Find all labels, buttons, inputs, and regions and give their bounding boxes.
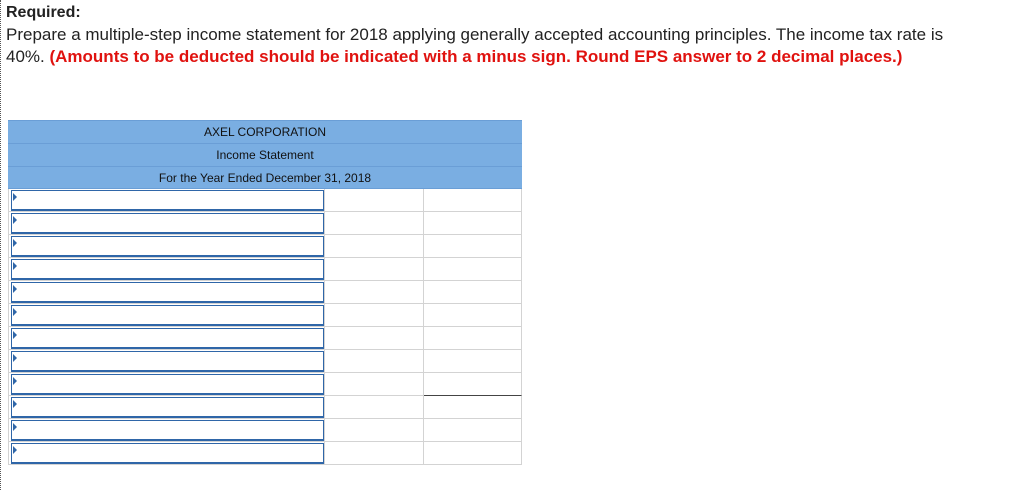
table-row	[8, 258, 522, 281]
line-item-label-input[interactable]	[11, 443, 324, 464]
line-item-label-input[interactable]	[11, 328, 324, 349]
table-row	[8, 442, 522, 465]
instructions-plain: Prepare a multiple-step income statement for 2018 applying generally accepted accounting principles. The income tax rate is 40%.	[6, 25, 944, 66]
dropdown-arrow-icon	[13, 239, 17, 247]
line-item-label-input[interactable]	[11, 236, 324, 257]
table-row	[8, 189, 522, 212]
table-row	[8, 281, 522, 304]
dropdown-arrow-icon	[13, 193, 17, 201]
line-item-label-input[interactable]	[11, 374, 324, 395]
dropdown-arrow-icon	[13, 262, 17, 270]
table-row	[8, 327, 522, 350]
table-row	[8, 373, 522, 396]
dropdown-arrow-icon	[13, 446, 17, 454]
line-item-label-input[interactable]	[11, 213, 324, 234]
instructions-text	[6, 24, 986, 68]
table-row	[8, 304, 522, 327]
statement-period: For the Year Ended December 31, 2018	[8, 166, 522, 189]
dropdown-arrow-icon	[13, 423, 17, 431]
statement-title: Income Statement	[8, 143, 522, 166]
dropdown-arrow-icon	[13, 354, 17, 362]
instructions-emphasis: (Amounts to be deducted should be indicated with a minus sign. Round EPS answer to 2 decimal places.)	[49, 47, 903, 66]
table-row	[8, 396, 522, 419]
line-item-label-input[interactable]	[11, 420, 324, 441]
line-item-label-input[interactable]	[11, 351, 324, 372]
line-item-label-input[interactable]	[11, 259, 324, 280]
line-item-label-input[interactable]	[11, 190, 324, 211]
table-row	[8, 235, 522, 258]
dropdown-arrow-icon	[13, 216, 17, 224]
dropdown-arrow-icon	[13, 377, 17, 385]
income-statement-table	[8, 120, 522, 490]
statement-grid	[8, 189, 522, 465]
table-row	[8, 419, 522, 442]
company-name: AXEL CORPORATION	[8, 120, 522, 143]
dropdown-arrow-icon	[13, 308, 17, 316]
table-row	[8, 350, 522, 373]
table-row	[8, 212, 522, 235]
dropdown-arrow-icon	[13, 285, 17, 293]
dropdown-arrow-icon	[13, 331, 17, 339]
required-heading: Required:	[6, 4, 81, 21]
line-item-label-input[interactable]	[11, 397, 324, 418]
left-dotted-border	[0, 0, 1, 490]
dropdown-arrow-icon	[13, 400, 17, 408]
line-item-label-input[interactable]	[11, 305, 324, 326]
line-item-label-input[interactable]	[11, 282, 324, 303]
